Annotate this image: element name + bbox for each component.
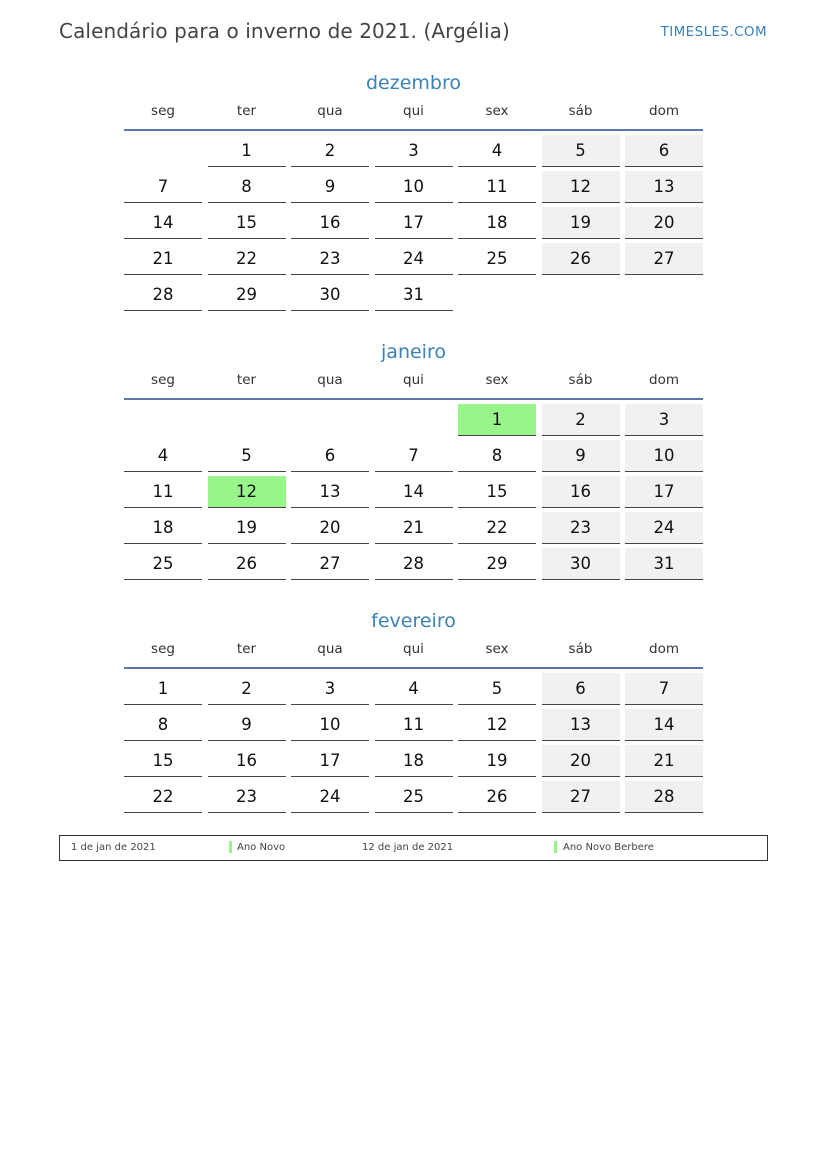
day-cell: 9 (542, 440, 620, 472)
legend-holiday-swatch (229, 841, 232, 853)
weekday-header-row (124, 103, 703, 131)
weekday-label: ter (236, 103, 257, 119)
day-cell: 12 (458, 709, 536, 741)
empty-day-cell (291, 404, 369, 435)
day-cell: 6 (291, 440, 369, 472)
day-cell: 3 (625, 404, 703, 436)
day-cell: 26 (208, 548, 286, 580)
weekday-label: sex (485, 641, 509, 657)
day-cell: 6 (542, 673, 620, 705)
week-row (124, 745, 703, 781)
day-cell: 5 (542, 135, 620, 167)
day-cell: 20 (542, 745, 620, 777)
day-cell: 23 (208, 781, 286, 813)
day-cell: 20 (625, 207, 703, 239)
weekday-header-row (124, 372, 703, 400)
day-cell: 27 (625, 243, 703, 275)
week-row (124, 243, 703, 279)
day-cell: 18 (458, 207, 536, 239)
day-cell: 25 (124, 548, 202, 580)
day-cell: 30 (291, 279, 369, 311)
day-cell: 22 (208, 243, 286, 275)
day-cell: 13 (291, 476, 369, 508)
day-cell: 29 (208, 279, 286, 311)
day-cell: 26 (542, 243, 620, 275)
empty-day-cell (542, 279, 620, 310)
day-cell: 15 (208, 207, 286, 239)
day-cell: 22 (124, 781, 202, 813)
month-title: dezembro (366, 72, 461, 94)
weekday-label: sex (485, 103, 509, 119)
weekday-label: ter (236, 372, 257, 388)
day-cell: 19 (208, 512, 286, 544)
empty-day-cell (124, 404, 202, 435)
week-row (124, 781, 703, 817)
empty-day-cell (458, 279, 536, 310)
day-cell: 23 (291, 243, 369, 275)
week-row (124, 207, 703, 243)
day-cell: 31 (375, 279, 453, 311)
day-cell: 8 (208, 171, 286, 203)
day-cell: 18 (124, 512, 202, 544)
day-cell: 17 (625, 476, 703, 508)
week-row (124, 709, 703, 745)
week-row (124, 404, 703, 440)
weekday-label: dom (649, 103, 679, 119)
day-cell: 5 (208, 440, 286, 472)
day-cell: 27 (542, 781, 620, 813)
week-row (124, 440, 703, 476)
day-cell: 17 (291, 745, 369, 777)
empty-day-cell (625, 279, 703, 310)
weekday-label: qui (403, 641, 424, 657)
week-row (124, 279, 703, 315)
day-cell: 1 (124, 673, 202, 705)
weekday-label: ter (236, 641, 257, 657)
day-cell: 2 (542, 404, 620, 436)
day-cell: 5 (458, 673, 536, 705)
day-cell: 24 (375, 243, 453, 275)
day-cell: 25 (458, 243, 536, 275)
empty-day-cell (375, 404, 453, 435)
day-cell: 22 (458, 512, 536, 544)
day-cell: 31 (625, 548, 703, 580)
brand-link[interactable]: TIMESLES.COM (660, 24, 767, 40)
day-cell: 19 (458, 745, 536, 777)
week-row (124, 476, 703, 512)
day-cell: 1 (458, 404, 536, 436)
day-cell: 29 (458, 548, 536, 580)
legend-holiday-swatch (554, 841, 557, 853)
week-row (124, 171, 703, 207)
day-cell: 20 (291, 512, 369, 544)
day-cell: 21 (625, 745, 703, 777)
day-cell: 9 (208, 709, 286, 741)
weekday-label: qui (403, 103, 424, 119)
day-cell: 12 (208, 476, 286, 508)
empty-day-cell (124, 135, 202, 166)
legend-name-1: Ano Novo (237, 842, 286, 853)
day-cell: 14 (124, 207, 202, 239)
day-cell: 7 (375, 440, 453, 472)
month-dezembro (124, 68, 703, 315)
month-title: fevereiro (371, 610, 456, 632)
day-cell: 6 (625, 135, 703, 167)
day-cell: 28 (375, 548, 453, 580)
day-cell: 13 (542, 709, 620, 741)
day-cell: 16 (542, 476, 620, 508)
day-cell: 24 (625, 512, 703, 544)
month-janeiro (124, 337, 703, 584)
weekday-label: qua (317, 372, 343, 388)
weekday-label: seg (151, 372, 175, 388)
day-cell: 16 (291, 207, 369, 239)
day-cell: 2 (208, 673, 286, 705)
weekday-label: sáb (568, 103, 593, 119)
day-cell: 11 (375, 709, 453, 741)
day-cell: 2 (291, 135, 369, 167)
weekday-label: qui (403, 372, 424, 388)
month-fevereiro (124, 606, 703, 817)
day-cell: 10 (375, 171, 453, 203)
weekday-label: dom (649, 641, 679, 657)
day-cell: 14 (625, 709, 703, 741)
weekday-label: sáb (568, 372, 593, 388)
day-cell: 4 (375, 673, 453, 705)
weekday-label: dom (649, 372, 679, 388)
day-cell: 25 (375, 781, 453, 813)
day-cell: 15 (124, 745, 202, 777)
day-cell: 7 (124, 171, 202, 203)
week-row (124, 673, 703, 709)
day-cell: 9 (291, 171, 369, 203)
weekday-header-row (124, 641, 703, 669)
day-cell: 13 (625, 171, 703, 203)
holiday-legend (59, 835, 768, 861)
day-cell: 11 (458, 171, 536, 203)
day-cell: 21 (124, 243, 202, 275)
day-cell: 7 (625, 673, 703, 705)
day-cell: 19 (542, 207, 620, 239)
day-cell: 17 (375, 207, 453, 239)
day-cell: 26 (458, 781, 536, 813)
weekday-label: sáb (568, 641, 593, 657)
legend-date-2: 12 de jan de 2021 (362, 842, 454, 853)
day-cell: 8 (458, 440, 536, 472)
day-cell: 30 (542, 548, 620, 580)
weekday-label: qua (317, 103, 343, 119)
day-cell: 12 (542, 171, 620, 203)
weekday-label: qua (317, 641, 343, 657)
day-cell: 3 (291, 673, 369, 705)
day-cell: 8 (124, 709, 202, 741)
page-title: Calendário para o inverno de 2021. (Argélia) (59, 19, 510, 43)
day-cell: 16 (208, 745, 286, 777)
week-row (124, 512, 703, 548)
day-cell: 10 (625, 440, 703, 472)
day-cell: 28 (625, 781, 703, 813)
week-row (124, 135, 703, 171)
month-title: janeiro (381, 341, 446, 363)
weekday-label: seg (151, 641, 175, 657)
day-cell: 14 (375, 476, 453, 508)
day-cell: 24 (291, 781, 369, 813)
day-cell: 23 (542, 512, 620, 544)
legend-name-2: Ano Novo Berbere (563, 842, 654, 853)
day-cell: 10 (291, 709, 369, 741)
empty-day-cell (208, 404, 286, 435)
day-cell: 18 (375, 745, 453, 777)
weekday-label: seg (151, 103, 175, 119)
weekday-label: sex (485, 372, 509, 388)
day-cell: 1 (208, 135, 286, 167)
day-cell: 21 (375, 512, 453, 544)
week-row (124, 548, 703, 584)
day-cell: 4 (458, 135, 536, 167)
day-cell: 4 (124, 440, 202, 472)
legend-date-1: 1 de jan de 2021 (71, 842, 156, 853)
day-cell: 28 (124, 279, 202, 311)
day-cell: 3 (375, 135, 453, 167)
day-cell: 11 (124, 476, 202, 508)
day-cell: 15 (458, 476, 536, 508)
day-cell: 27 (291, 548, 369, 580)
